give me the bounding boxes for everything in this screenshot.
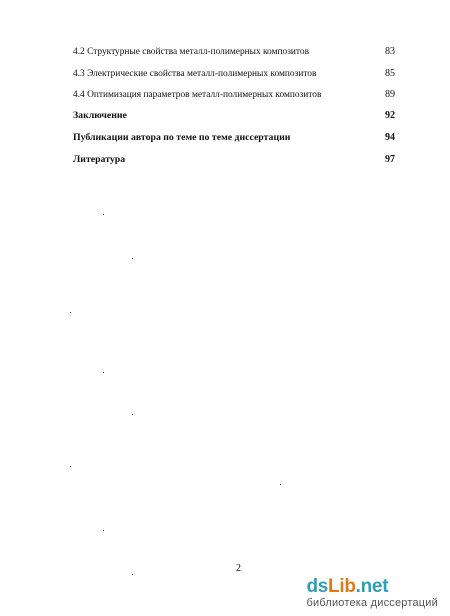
toc-entry-title: Литература: [73, 154, 126, 165]
toc-entry-page: 92: [385, 110, 395, 121]
toc-entry-title: Заключение: [73, 110, 127, 121]
toc-entry-4-3: [73, 67, 395, 81]
page-number: 2: [236, 563, 241, 574]
toc-entry-4-4: [73, 88, 395, 102]
dslib-subtitle: библиотека диссертаций: [306, 597, 438, 609]
dslib-logo: dsLib.net: [306, 576, 389, 597]
toc-entry-publications: [73, 131, 395, 145]
toc-entry-page: 83: [385, 46, 395, 57]
scan-speck: [132, 258, 133, 259]
toc-entry-page: 94: [385, 132, 395, 143]
scan-speck: [132, 414, 133, 415]
toc-entry-page: 85: [385, 68, 395, 79]
toc-entry-conclusion: [73, 109, 395, 123]
scan-speck: [70, 312, 71, 313]
toc-entry-page: 97: [385, 154, 395, 165]
toc-entry-page: 89: [385, 89, 395, 100]
toc-entry-literature: [73, 153, 395, 167]
scan-speck: [132, 574, 133, 575]
dslib-watermark: [306, 577, 438, 610]
toc-entry-title: Публикации автора по теме по теме диссертации: [73, 132, 291, 143]
toc-entry-4-2: [73, 45, 395, 59]
scan-speck: [70, 466, 71, 467]
scan-speck: [103, 372, 104, 373]
scan-speck: [280, 484, 281, 485]
toc-entry-title: 4.2 Структурные свойства металл-полимерных композитов: [73, 47, 310, 57]
toc-entry-title: 4.3 Электрические свойства металл-полимерных композитов: [73, 69, 317, 79]
scan-speck: [103, 530, 104, 531]
scan-speck: [103, 214, 104, 215]
toc-entry-title: 4.4 Оптимизация параметров металл-полимерных композитов: [73, 90, 322, 100]
